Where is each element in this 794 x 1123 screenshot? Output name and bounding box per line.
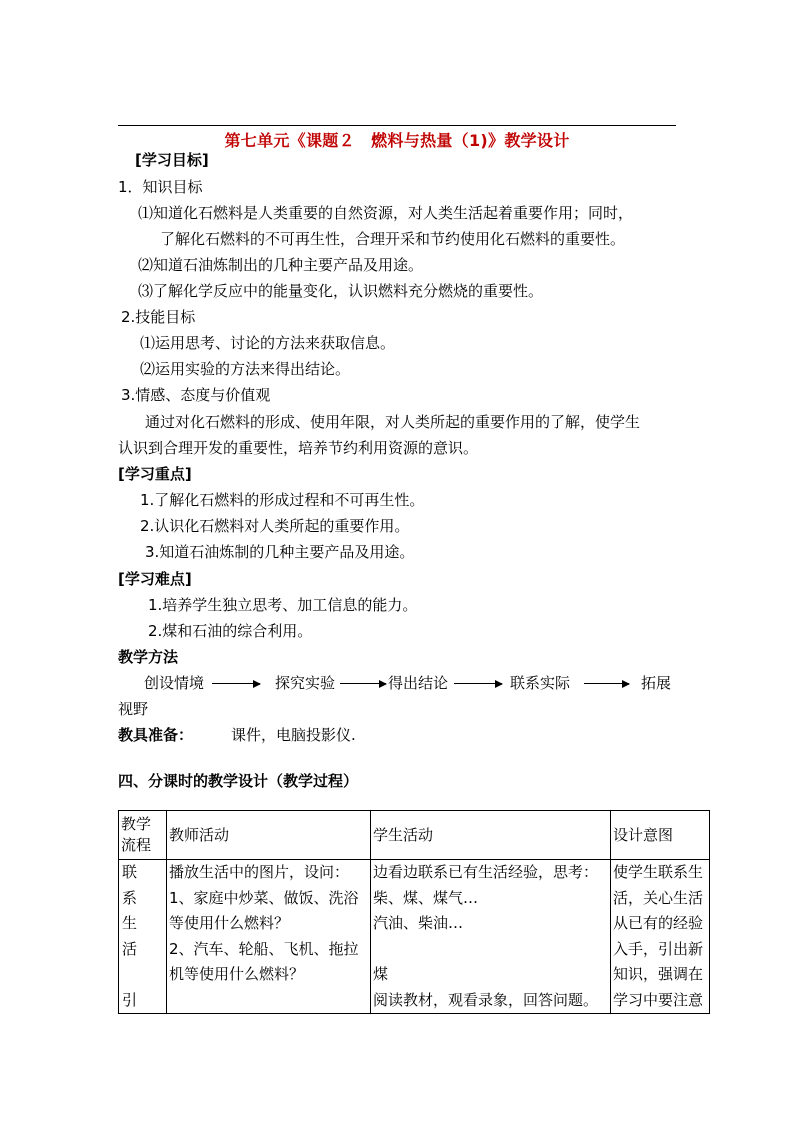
method-step: 得出结论 xyxy=(388,674,449,692)
objectives-heading: [学习目标] xyxy=(135,151,209,169)
method-step: 联系实际 xyxy=(510,674,571,692)
equipment-label: 教具准备： xyxy=(118,726,194,744)
emotion-title: 3.情感、态度与价值观 xyxy=(121,386,271,404)
knowledge-item: ⑶了解化学反应中的能量变化，认识燃料充分燃烧的重要性。 xyxy=(138,282,544,300)
emotion-text: 通过对化石燃料的形成、使用年限，对人类所起的重要作用的了解，使学生 xyxy=(145,413,641,431)
arrow-icon xyxy=(454,683,502,684)
process-table xyxy=(118,810,710,1014)
arrow-icon xyxy=(212,683,260,684)
header-teacher: 教师活动 xyxy=(167,811,371,860)
method-step: 探究实验 xyxy=(275,674,336,692)
section-title: 四、分课时的教学设计（教学过程） xyxy=(118,772,359,790)
knowledge-title: 1．知识目标 xyxy=(118,178,203,196)
method-heading: 教学方法 xyxy=(118,648,179,666)
knowledge-item: 了解化石燃料的不可再生性，合理开采和节约使用化石燃料的重要性。 xyxy=(160,230,626,248)
arrow-icon xyxy=(340,683,386,684)
flow-cell: 联 系 生 活 引 xyxy=(119,860,167,1014)
key-points-heading: [学习重点] xyxy=(118,465,192,483)
knowledge-item: ⑴知道化石燃料是人类重要的自然资源，对人类生活起着重要作用；同时， xyxy=(138,204,634,222)
knowledge-item: ⑵知道石油炼制出的几种主要产品及用途。 xyxy=(138,256,424,274)
table-header-row xyxy=(119,811,710,860)
header-rule xyxy=(118,125,676,126)
page-title: 第七单元《课题２ 燃料与热量（1)》教学设计 xyxy=(224,131,570,150)
skill-title: 2.技能目标 xyxy=(121,308,196,326)
arrow-icon xyxy=(584,683,629,684)
difficulty-item: 1.培养学生独立思考、加工信息的能力。 xyxy=(148,596,418,614)
teacher-cell: 播放生活中的图片，设问： 1、家庭中炒菜、做饭、洗浴 等使用什么燃料？ 2、汽车、轮船、飞机、拖拉 机等使用什么燃料？ xyxy=(167,860,371,1014)
method-step: 拓展 xyxy=(641,674,672,692)
header-flow: 教学流程 xyxy=(119,811,167,860)
method-continuation: 视野 xyxy=(118,700,149,718)
key-point-item: 2.认识化石燃料对人类所起的重要作用。 xyxy=(140,517,410,535)
header-intent: 设计意图 xyxy=(611,811,710,860)
difficulty-item: 2.煤和石油的综合利用。 xyxy=(148,622,313,640)
emotion-text: 认识到合理开发的重要性，培养节约利用资源的意识。 xyxy=(118,439,479,457)
skill-item: ⑴运用思考、讨论的方法来获取信息。 xyxy=(140,334,396,352)
method-flow xyxy=(118,673,718,693)
method-step: 创设情境 xyxy=(144,674,205,692)
student-cell: 边看边联系已有生活经验，思考： 柴、煤、煤气… 汽油、柴油… 煤 阅读教材，观看录象，回答问题。 xyxy=(371,860,611,1014)
skill-item: ⑵运用实验的方法来得出结论。 xyxy=(140,360,351,378)
difficulties-heading: [学习难点] xyxy=(118,570,192,588)
header-student: 学生活动 xyxy=(371,811,611,860)
key-point-item: 3.知道石油炼制的几种主要产品及用途。 xyxy=(145,543,415,561)
table-row xyxy=(119,860,710,1014)
key-point-item: 1.了解化石燃料的形成过程和不可再生性。 xyxy=(140,491,425,509)
equipment-value: 课件，电脑投影仪. xyxy=(231,726,356,744)
intent-cell: 使学生联系生 活，关心生活 从已有的经验 入手，引出新 知识，强调在 学习中要注意 xyxy=(611,860,710,1014)
